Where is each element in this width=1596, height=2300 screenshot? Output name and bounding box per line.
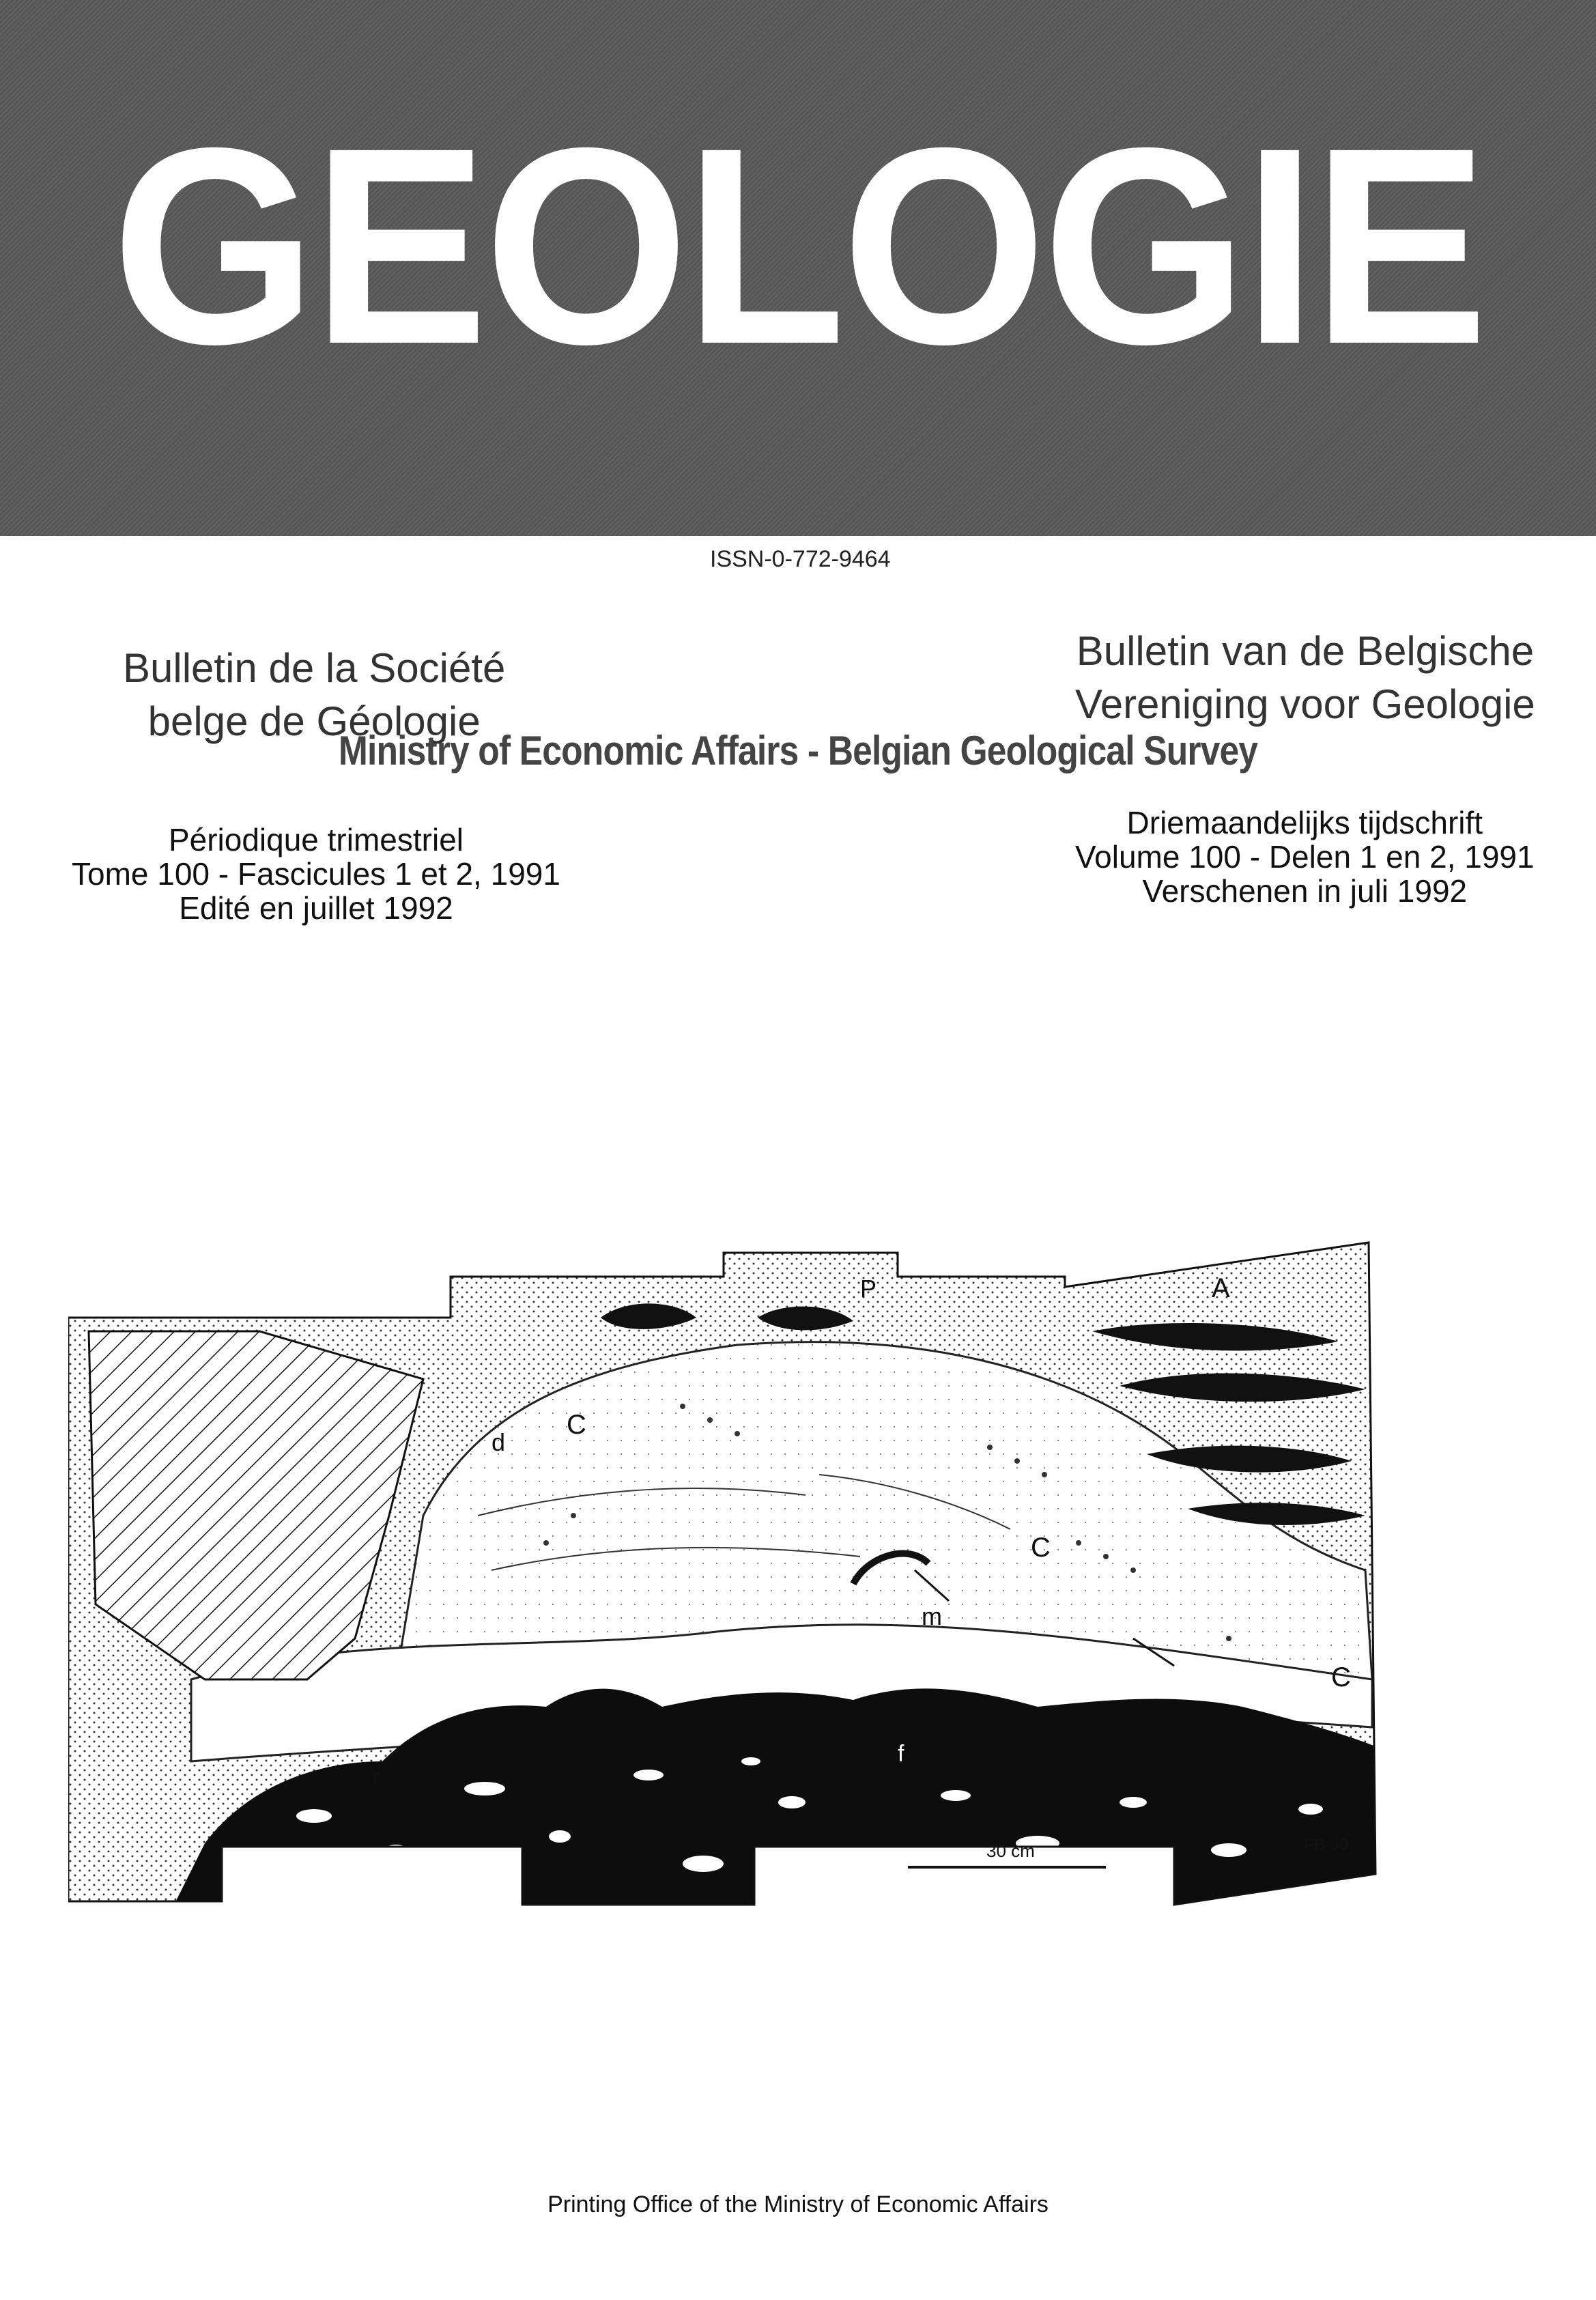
french-bulletin-line-2: belge de Géologie [147,698,481,744]
label-a: A [1212,1273,1230,1303]
french-issue-line-3: Edité en juillet 1992 [179,890,453,926]
dutch-bulletin-line-2: Vereniging voor Geologie [1075,681,1535,727]
french-issue-info [72,823,560,925]
label-r: r [372,1765,380,1791]
cover-illustration [68,1161,1474,2014]
label-p: P [860,1275,877,1303]
label-c-right: C [1331,1662,1351,1692]
label-d: d [491,1428,506,1456]
scale-label: 30 cm [986,1841,1035,1861]
dutch-bulletin-title [1075,625,1535,731]
printer-credit: Printing Office of the Ministry of Economic Affairs [547,2191,1049,2217]
dutch-issue-line-3: Verschenen in juli 1992 [1142,873,1468,909]
masthead-banner [0,0,1596,536]
dutch-issue-line-2: Volume 100 - Delen 1 en 2, 1991 [1075,839,1535,875]
label-m: m [922,1602,942,1630]
drawing-credit: FB 90 [1304,1836,1349,1854]
geological-section-drawing [68,1161,1474,2014]
french-bulletin-line-1: Bulletin de la Société [123,645,506,691]
journal-title: GEOLOGIE [111,89,1485,402]
publisher-ministry: Ministry of Economic Affairs - Belgian Geological Survey [338,728,1258,773]
dutch-issue-line-1: Driemaandelijks tijdschrift [1126,805,1483,840]
label-c-middle: C [1031,1533,1051,1563]
dutch-bulletin-line-1: Bulletin van de Belgische [1076,628,1535,674]
french-issue-line-2: Tome 100 - Fascicules 1 et 2, 1991 [72,856,560,892]
issn: ISSN-0-772-9464 [710,546,891,572]
label-c-left: C [567,1410,586,1440]
dutch-issue-info [1075,806,1535,908]
label-f: f [898,1741,904,1767]
drawing-panels [68,1229,1406,1912]
french-issue-line-1: Périodique trimestriel [168,822,464,857]
